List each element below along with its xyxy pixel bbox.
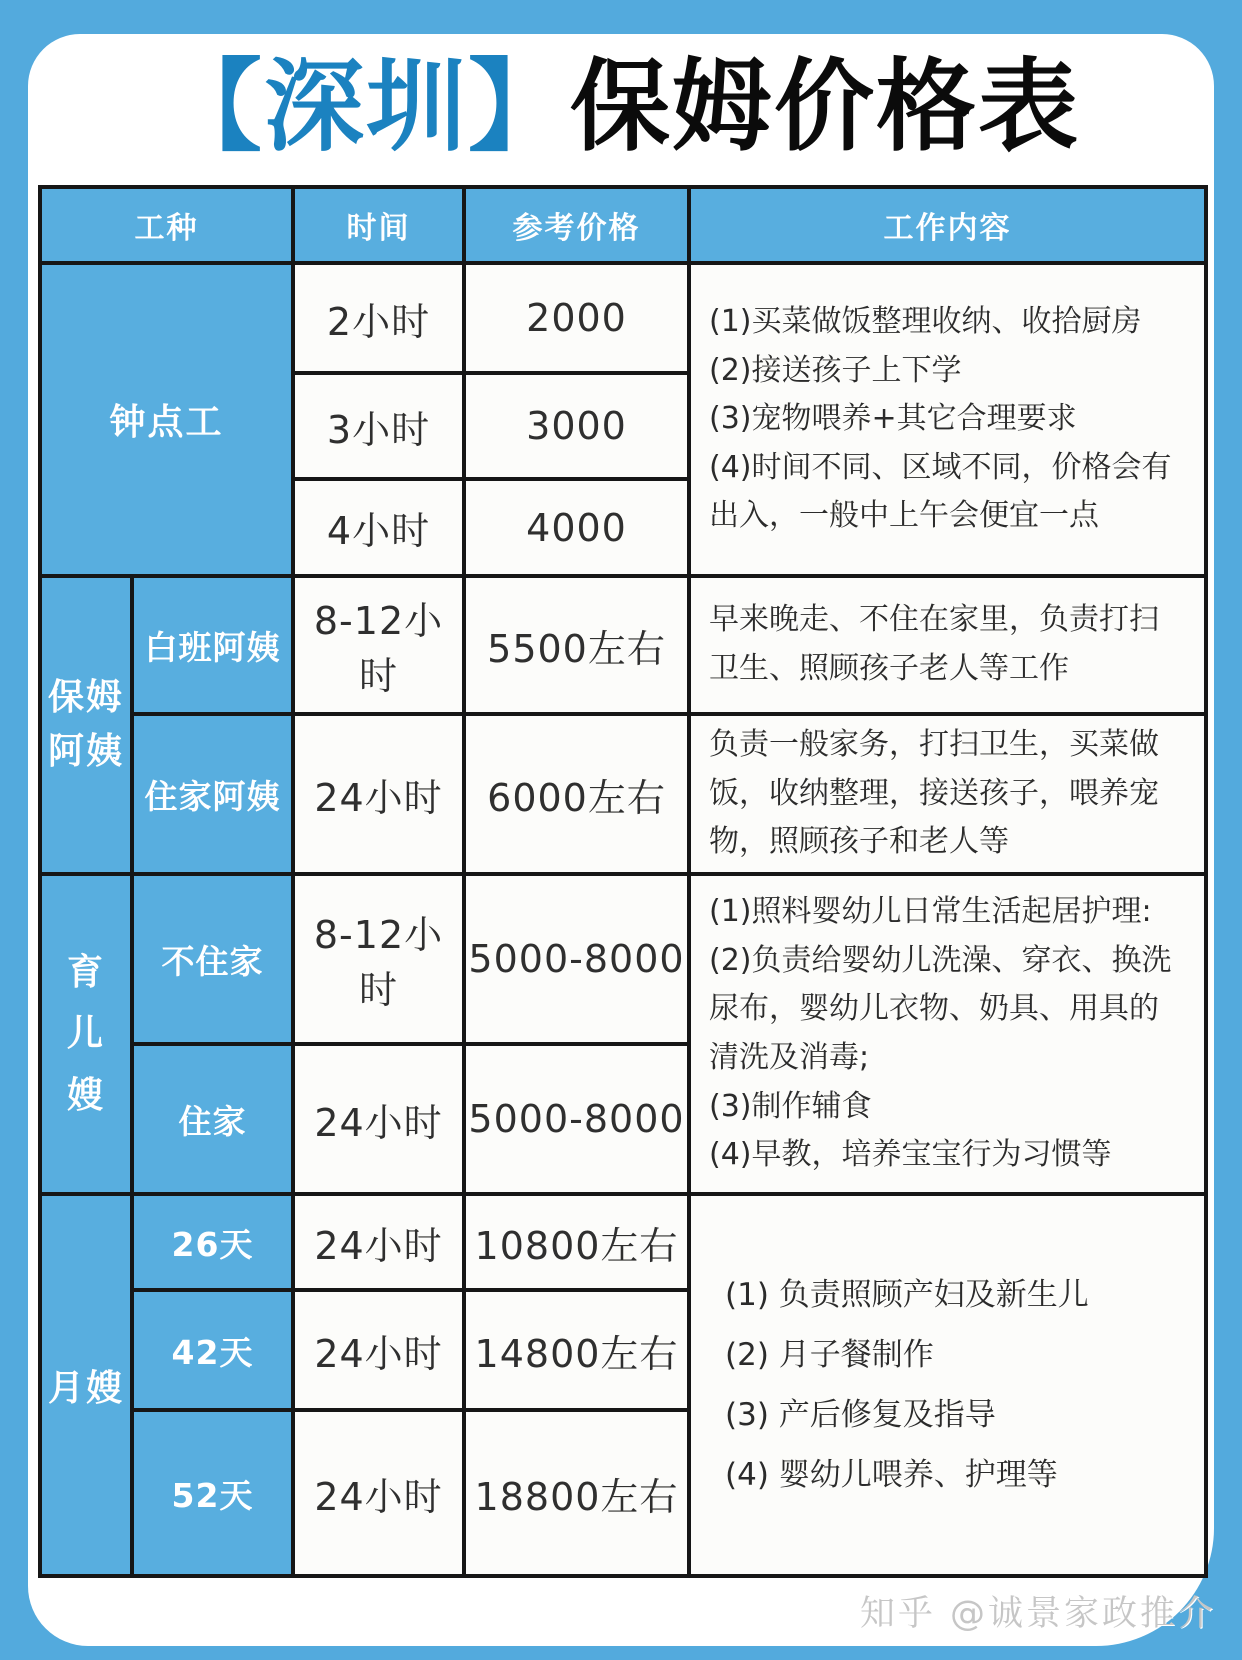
header-job: 工种 (42, 189, 291, 261)
live-in-aunt-work-content (691, 716, 1204, 872)
category-nanny-aunt (42, 578, 130, 872)
work-content-line: 早来晚走、不住在家里，负责打扫卫生、照顾孩子老人等工作 (709, 602, 1159, 686)
hourly-4h-price: 4000 (466, 481, 687, 574)
category-childcare-nanny-label: 育儿嫂 (66, 952, 105, 1116)
category-hourly-worker: 钟点工 (42, 265, 291, 574)
26-days-time: 24小时 (295, 1196, 462, 1288)
header-price: 参考价格 (466, 189, 687, 261)
childcare-work-content (691, 876, 1204, 1192)
category-childcare-nanny (42, 876, 130, 1192)
subcategory-live-in-aunt: 住家阿姨 (134, 716, 291, 872)
work-content-line: (2)接送孩子上下学 (709, 352, 962, 388)
price-card (28, 34, 1214, 1646)
work-content-line: 负责一般家务，打扫卫生，买菜做饭，收纳整理，接送孩子，喂养宠物，照顾孩子和老人等 (709, 727, 1159, 860)
watermark: 知乎 @诚景家政推介 (859, 1594, 1216, 1634)
52-days-time: 24小时 (295, 1412, 462, 1574)
day-shift-time: 8-12小时 (295, 578, 462, 712)
title-city: 【深圳】 (162, 48, 570, 165)
hourly-2h-price: 2000 (466, 265, 687, 371)
hourly-3h-price: 3000 (466, 375, 687, 477)
work-content-line: (4) 婴幼儿喂养、护理等 (725, 1457, 1058, 1494)
price-table (38, 185, 1208, 1578)
work-content-line: (4)早教，培养宝宝行为习惯等 (709, 1137, 1112, 1173)
maternity-work-content (691, 1196, 1204, 1574)
subcategory-live-in: 住家 (134, 1046, 291, 1192)
26-days-price: 10800左右 (466, 1196, 687, 1288)
42-days-price: 14800左右 (466, 1292, 687, 1408)
title-main: 保姆价格表 (570, 48, 1080, 165)
work-content-line: (4)时间不同、区域不同，价格会有出入，一般中上午会便宜一点 (709, 449, 1172, 534)
work-content-line: (1)买菜做饭整理收纳、收拾厨房 (709, 304, 1142, 340)
work-content-line: (1)照料婴幼儿日常生活起居护理: (709, 894, 1152, 930)
live-in-price: 5000-8000 (466, 1046, 687, 1192)
subcategory-26-days: 26天 (134, 1196, 291, 1288)
work-content-line: (2)负责给婴幼儿洗澡、穿衣、换洗尿布，婴幼儿衣物、奶具、用具的清洗及消毒; (709, 942, 1172, 1075)
work-content-line: (3)宠物喂养+其它合理要求 (709, 401, 1077, 437)
subcategory-42-days: 42天 (134, 1292, 291, 1408)
work-content-line: (1) 负责照顾产妇及新生儿 (725, 1276, 1089, 1313)
category-nanny-aunt-label: 保姆阿姨 (47, 677, 124, 772)
category-maternity-matron: 月嫂 (42, 1196, 130, 1574)
work-content-line: (2) 月子餐制作 (725, 1336, 934, 1373)
work-content-line: (3)制作辅食 (709, 1088, 872, 1124)
live-in-time: 24小时 (295, 1046, 462, 1192)
day-shift-work-content (691, 578, 1204, 712)
day-shift-price: 5500左右 (466, 578, 687, 712)
header-time: 时间 (295, 189, 462, 261)
live-in-aunt-time: 24小时 (295, 716, 462, 872)
header-content: 工作内容 (691, 189, 1204, 261)
subcategory-not-live-in: 不住家 (134, 876, 291, 1042)
subcategory-day-shift-aunt: 白班阿姨 (134, 578, 291, 712)
hourly-3h-time: 3小时 (295, 375, 462, 477)
hourly-4h-time: 4小时 (295, 481, 462, 574)
52-days-price: 18800左右 (466, 1412, 687, 1574)
hourly-2h-time: 2小时 (295, 265, 462, 371)
hourly-work-content (691, 265, 1204, 574)
page-title (28, 48, 1214, 165)
live-in-aunt-price: 6000左右 (466, 716, 687, 872)
subcategory-52-days: 52天 (134, 1412, 291, 1574)
42-days-time: 24小时 (295, 1292, 462, 1408)
not-live-in-price: 5000-8000 (466, 876, 687, 1042)
work-content-line: (3) 产后修复及指导 (725, 1397, 996, 1433)
not-live-in-time: 8-12小时 (295, 876, 462, 1042)
